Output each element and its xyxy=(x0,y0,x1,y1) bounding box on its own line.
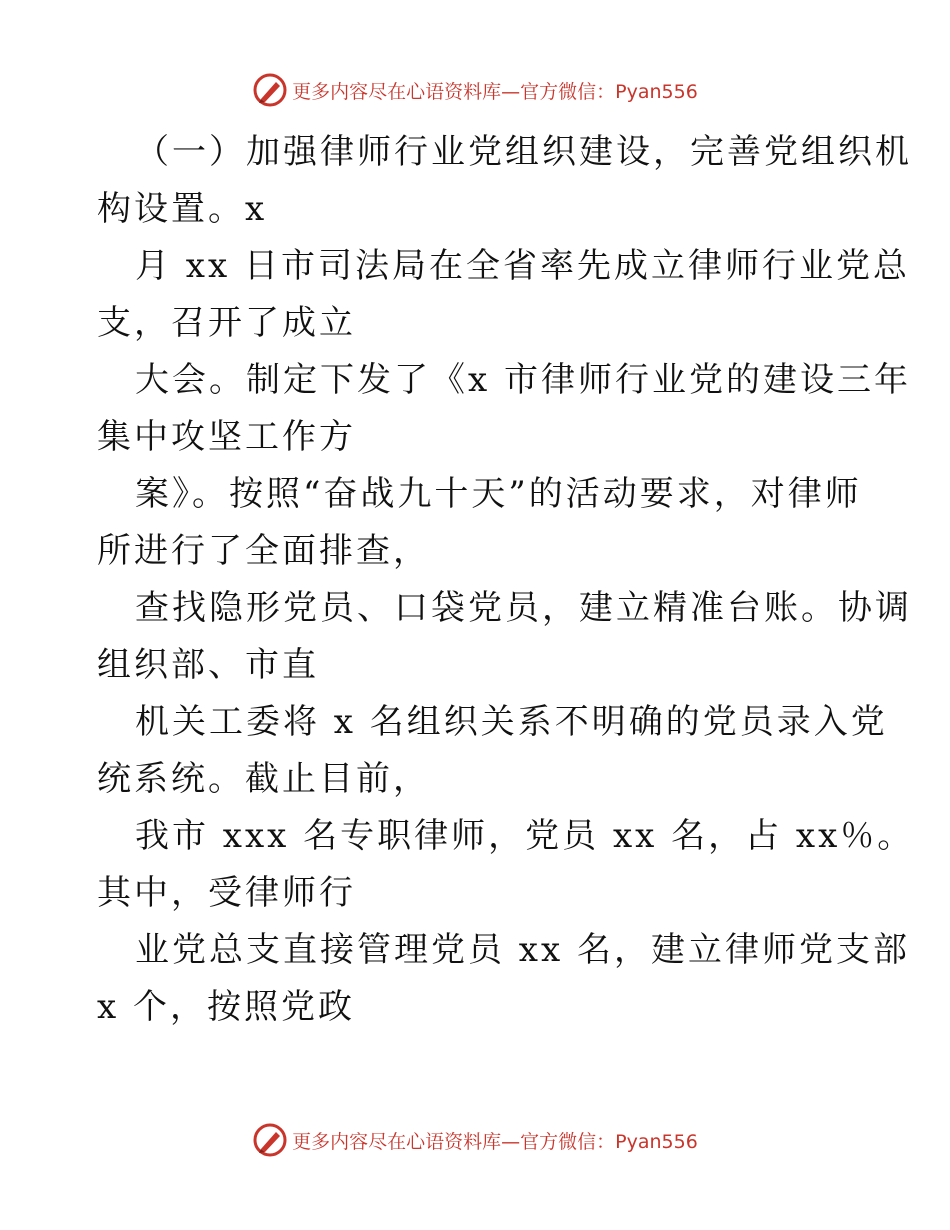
body-line: 集中攻坚工作方 xyxy=(97,417,356,457)
body-line: x 个，按照党政 xyxy=(97,987,355,1027)
body-line: （一）加强律师行业党组织建设，完善党组织机 xyxy=(135,132,912,172)
body-line: 组织部、市直 xyxy=(97,645,319,685)
banner-wechat: 官方微信：Pyan556 xyxy=(520,80,698,103)
body-line: 构设置。x xyxy=(97,189,268,229)
body-line: 业党总支直接管理党员 xx 名，建立律师党支部 xyxy=(135,930,910,970)
banner-text: 更多内容尽在心语资料库— xyxy=(292,1130,521,1153)
body-line: 案》。按照“奋战九十天”的活动要求，对律师 xyxy=(135,474,862,514)
body-line: 大会。制定下发了《x 市律师行业党的建设三年 xyxy=(135,360,911,400)
body-line: 统系统。截止目前， xyxy=(97,759,430,799)
body-line: 所进行了全面排查， xyxy=(97,531,430,571)
banner-text: 更多内容尽在心语资料库— xyxy=(292,80,521,103)
body-line: 月 xx 日市司法局在全省率先成立律师行业党总 xyxy=(135,246,910,286)
body-line: 查找隐形党员、口袋党员，建立精准台账。协调 xyxy=(135,588,912,628)
body-line: 其中，受律师行 xyxy=(97,873,356,913)
document-body xyxy=(97,124,915,1036)
body-line: 我市 xxx 名专职律师，党员 xx 名，占 xx％。 xyxy=(135,816,915,856)
header-banner xyxy=(0,68,950,112)
pen-logo-icon xyxy=(252,1122,288,1158)
body-line: 机关工委将 x 名组织关系不明确的党员录入党 xyxy=(135,702,888,742)
footer-banner xyxy=(0,1118,950,1162)
pen-logo-icon xyxy=(252,72,288,108)
body-line: 支，召开了成立 xyxy=(97,303,356,343)
banner-wechat: 官方微信：Pyan556 xyxy=(520,1130,698,1153)
